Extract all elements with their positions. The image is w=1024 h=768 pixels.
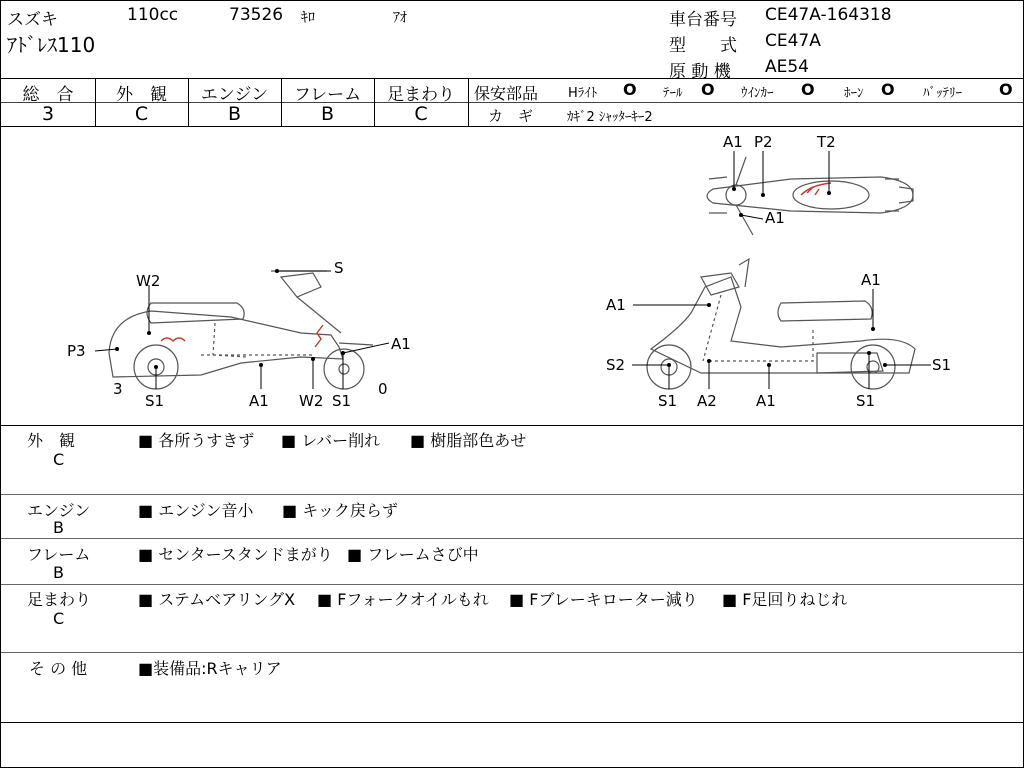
damage-point bbox=[761, 193, 765, 197]
safety-item-mark: O bbox=[999, 80, 1013, 99]
mileage-unit: ｷﾛ bbox=[301, 10, 315, 26]
damage-point bbox=[115, 347, 119, 351]
safety-item-name: ﾊﾞｯﾃﾘｰ bbox=[923, 86, 962, 101]
damage-point bbox=[732, 187, 736, 191]
note-item: ■ Fフォークオイルもれ bbox=[317, 590, 489, 609]
frame-no: CE47A-164318 bbox=[765, 5, 892, 25]
safety-item-name: Hﾗｲﾄ bbox=[568, 86, 598, 101]
damage-point bbox=[827, 191, 831, 195]
note-grade: C bbox=[53, 450, 65, 469]
type-value: CE47A bbox=[765, 31, 821, 51]
diagram-label: P2 bbox=[754, 133, 773, 151]
note-item: ■ F足回りねじれ bbox=[722, 590, 848, 609]
safety-item-name: ｳｲﾝｶｰ bbox=[741, 86, 774, 101]
diagram-label: W2 bbox=[136, 272, 161, 290]
safety-item-mark: O bbox=[701, 80, 715, 99]
grade-label: 外 観 bbox=[116, 85, 167, 105]
damage-point bbox=[275, 269, 279, 273]
note-item: ■装備品:Rキャリア bbox=[138, 659, 282, 678]
diagram-label: A1 bbox=[391, 335, 411, 353]
diagram-label: A1 bbox=[606, 296, 626, 314]
color: ｱｵ bbox=[393, 10, 407, 26]
damage-point bbox=[867, 351, 871, 355]
safety-item-mark: O bbox=[623, 80, 637, 99]
safety-item-mark: O bbox=[881, 80, 895, 99]
scratch-mark bbox=[807, 187, 819, 195]
damage-point bbox=[667, 363, 671, 367]
note-grade: B bbox=[53, 563, 64, 582]
grade-label: エンジン bbox=[200, 85, 269, 105]
grade-value: 3 bbox=[41, 103, 55, 125]
safety-item-name: ﾎｰﾝ bbox=[844, 86, 864, 101]
diagram-label: W2 bbox=[299, 392, 324, 410]
safety-label: 保安部品 bbox=[474, 84, 539, 103]
scooter-top-view bbox=[707, 157, 913, 235]
note-item: ■ ステムベアリングX bbox=[138, 590, 296, 609]
mileage: 73526 bbox=[229, 5, 284, 25]
diagram-label: A2 bbox=[697, 392, 717, 410]
diagram-label: S1 bbox=[332, 392, 352, 410]
diagram-label: A1 bbox=[861, 271, 881, 289]
diagram-label: 0 bbox=[378, 380, 388, 398]
note-item: ■ 樹脂部色あせ bbox=[410, 431, 527, 450]
displacement: 110cc bbox=[127, 5, 179, 25]
damage-point bbox=[341, 351, 345, 355]
grade-label: 足まわり bbox=[387, 85, 455, 105]
diagram-label: A1 bbox=[765, 209, 785, 227]
note-item: ■ レバー削れ bbox=[281, 431, 381, 450]
diagram-label: A1 bbox=[249, 392, 269, 410]
diagram-label: 3 bbox=[113, 380, 123, 398]
damage-point bbox=[259, 363, 263, 367]
note-item: ■ キック戻らず bbox=[282, 501, 398, 520]
note-title: エンジン bbox=[27, 501, 91, 520]
grade-value: B bbox=[227, 103, 242, 125]
safety-item-mark: O bbox=[801, 80, 815, 99]
scratch-mark bbox=[315, 325, 323, 347]
maker: スズキ bbox=[7, 10, 58, 30]
type-label: 型 式 bbox=[669, 36, 737, 56]
note-title: 足まわり bbox=[27, 590, 92, 609]
grade-value: C bbox=[134, 103, 149, 125]
grade-value: B bbox=[320, 103, 335, 125]
damage-diagram bbox=[1, 127, 1023, 425]
scratch-mark bbox=[161, 338, 185, 341]
diagram-label: A1 bbox=[723, 133, 743, 151]
damage-point bbox=[739, 213, 743, 217]
diagram-label: S bbox=[334, 259, 344, 277]
key-value: ｶｷﾞ2 ｼｬｯﾀｰｷｰ2 bbox=[567, 110, 653, 125]
damage-point bbox=[871, 327, 875, 331]
grade-label: フレーム bbox=[293, 85, 362, 105]
frame-no-label: 車台番号 bbox=[669, 10, 737, 30]
damage-point bbox=[707, 303, 711, 307]
note-item: ■ エンジン音小 bbox=[138, 501, 254, 520]
engine-value: AE54 bbox=[765, 57, 810, 77]
note-item: ■ フレームさび中 bbox=[347, 545, 479, 564]
damage-point bbox=[147, 331, 151, 335]
note-item: ■ センタースタンドまがり bbox=[138, 545, 333, 564]
safety-item-name: ﾃｰﾙ bbox=[663, 86, 683, 101]
note-item: ■ Fブレーキローター減り bbox=[509, 590, 698, 609]
damage-point bbox=[707, 359, 711, 363]
diagram-label: P3 bbox=[67, 342, 86, 360]
note-title: 外 観 bbox=[27, 431, 76, 450]
note-item: ■ 各所うすきず bbox=[138, 431, 255, 450]
engine-label: 原 動 機 bbox=[669, 62, 731, 82]
key-label: カ ギ bbox=[488, 107, 534, 125]
note-grade: B bbox=[53, 518, 64, 537]
grade-label: 総 合 bbox=[22, 85, 74, 105]
damage-point bbox=[154, 365, 158, 369]
diagram-label: T2 bbox=[817, 133, 836, 151]
diagram-label: S1 bbox=[145, 392, 165, 410]
diagram-label: A1 bbox=[756, 392, 776, 410]
damage-point bbox=[311, 357, 315, 361]
note-grade: C bbox=[53, 609, 65, 628]
damage-point bbox=[883, 363, 887, 367]
damage-point bbox=[767, 363, 771, 367]
grade-value: C bbox=[414, 103, 428, 125]
note-title: そ の 他 bbox=[29, 659, 88, 678]
diagram-label: S1 bbox=[658, 392, 678, 410]
diagram-label: S2 bbox=[606, 356, 626, 374]
note-title: フレーム bbox=[27, 545, 91, 564]
model-name: ｱﾄﾞﾚｽ110 bbox=[7, 33, 96, 57]
diagram-label: S1 bbox=[932, 356, 952, 374]
diagram-label: S1 bbox=[856, 392, 876, 410]
